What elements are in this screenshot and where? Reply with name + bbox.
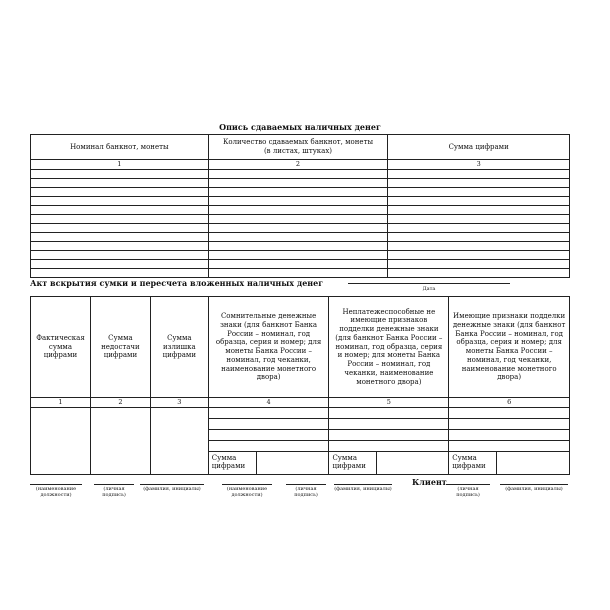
signature-position-2[interactable] [222, 484, 272, 499]
inventory-cell[interactable] [208, 188, 388, 197]
sign-caption: (личная подпись) [456, 486, 480, 498]
act-cell[interactable] [449, 419, 570, 430]
inventory-row [31, 206, 570, 215]
act-col-counterfeit: Имеющие признаки подделки денежные знаки (для банкнот Банка России – номинал, год образца, серия и номер; для монеты Банка России – номинал, год чеканки, наименование монетного двора) [449, 297, 570, 398]
act-cell[interactable] [449, 441, 570, 452]
inventory-cell[interactable] [388, 215, 570, 224]
inventory-row [31, 170, 570, 179]
act-cell[interactable] [329, 430, 449, 441]
inventory-num-1: 1 [31, 160, 209, 170]
inventory-row [31, 242, 570, 251]
act-num-5: 5 [329, 398, 449, 408]
inventory-cell[interactable] [208, 215, 388, 224]
inventory-cell[interactable] [31, 188, 209, 197]
inventory-cell[interactable] [31, 233, 209, 242]
signature-sign-2[interactable] [286, 484, 326, 499]
inventory-row [31, 260, 570, 269]
inventory-cell[interactable] [208, 170, 388, 179]
inventory-row [31, 215, 570, 224]
inventory-cell[interactable] [388, 242, 570, 251]
inventory-row [31, 197, 570, 206]
inventory-cell[interactable] [208, 260, 388, 269]
inventory-cell[interactable] [31, 215, 209, 224]
sum-cell-6[interactable] [449, 452, 570, 475]
inventory-cell[interactable] [388, 233, 570, 242]
inventory-cell[interactable] [208, 179, 388, 188]
inventory-cell[interactable] [208, 197, 388, 206]
inventory-row [31, 269, 570, 278]
act-col-insolvent: Неплатежеспособные не имеющие признаков подделки денежные знаки (для банкнот Банка России – номинал, год образца, серия и номер; для монеты Банка России – номинал, год чеканки, наименование монетного двора) [329, 297, 449, 398]
signature-position-1[interactable] [30, 484, 82, 499]
act-row [31, 408, 570, 419]
sum-label-4: Сумма цифрами [212, 452, 257, 474]
inventory-cell[interactable] [31, 260, 209, 269]
act-num-2: 2 [90, 398, 150, 408]
inventory-cell[interactable] [388, 197, 570, 206]
inventory-cell[interactable] [31, 224, 209, 233]
inventory-cell[interactable] [31, 197, 209, 206]
signature-sign-client[interactable] [446, 484, 490, 499]
inventory-cell[interactable] [31, 242, 209, 251]
date-line[interactable] [348, 283, 510, 284]
inventory-cell[interactable] [388, 269, 570, 278]
inventory-row [31, 179, 570, 188]
sum-label-6: Сумма цифрами [452, 452, 497, 474]
act-cell[interactable] [449, 430, 570, 441]
inventory-cell[interactable] [31, 206, 209, 215]
act-col-surplus: Сумма излишка цифрами [150, 297, 208, 398]
act-col-actual-sum: Фактическая сумма цифрами [31, 297, 91, 398]
act-cell[interactable] [329, 441, 449, 452]
name-caption: (фамилия, инициалы) [505, 486, 563, 492]
inventory-number-row [31, 160, 570, 170]
sum-label-5: Сумма цифрами [332, 452, 377, 474]
act-num-4: 4 [208, 398, 329, 408]
act-cell-shortage[interactable] [90, 408, 150, 475]
sum-cell-4[interactable] [208, 452, 329, 475]
act-title: Акт вскрытия сумки и пересчета вложенных наличных денег [30, 278, 324, 288]
act-cell-actual[interactable] [31, 408, 91, 475]
inventory-cell[interactable] [388, 188, 570, 197]
inventory-table [30, 134, 570, 278]
sum-cell-5[interactable] [329, 452, 449, 475]
inventory-col-quantity: Количество сдаваемых банкнот, монеты (в листах, штуках) [208, 135, 388, 160]
act-cell-surplus[interactable] [150, 408, 208, 475]
inventory-cell[interactable] [208, 269, 388, 278]
act-cell[interactable] [208, 430, 329, 441]
inventory-cell[interactable] [388, 260, 570, 269]
name-caption: (фамилия, инициалы) [143, 486, 201, 492]
signature-sign-1[interactable] [94, 484, 134, 499]
inventory-cell[interactable] [208, 206, 388, 215]
inventory-col-sum: Сумма цифрами [388, 135, 570, 160]
act-header-row [31, 297, 570, 398]
position-caption: (наименование должности) [226, 486, 268, 498]
act-cell[interactable] [329, 408, 449, 419]
inventory-num-2: 2 [208, 160, 388, 170]
inventory-col-nominal: Номинал банкнот, монеты [31, 135, 209, 160]
inventory-cell[interactable] [31, 251, 209, 260]
act-cell[interactable] [208, 419, 329, 430]
inventory-cell[interactable] [388, 206, 570, 215]
inventory-title: Опись сдаваемых наличных денег [219, 122, 381, 132]
inventory-cell[interactable] [388, 179, 570, 188]
inventory-cell[interactable] [31, 179, 209, 188]
inventory-cell[interactable] [208, 233, 388, 242]
inventory-cell[interactable] [388, 251, 570, 260]
inventory-cell[interactable] [388, 224, 570, 233]
inventory-row [31, 233, 570, 242]
act-col-shortage: Сумма недостачи цифрами [90, 297, 150, 398]
act-cell[interactable] [449, 408, 570, 419]
date-label: Дата [422, 286, 436, 292]
inventory-cell[interactable] [388, 170, 570, 179]
act-num-3: 3 [150, 398, 208, 408]
signature-name-1[interactable] [140, 484, 204, 493]
client-label: Клиент [412, 477, 447, 487]
act-table [30, 296, 570, 475]
act-cell[interactable] [208, 408, 329, 419]
sign-caption: (личная подпись) [294, 486, 318, 498]
position-caption: (наименование должности) [35, 486, 77, 498]
act-num-1: 1 [31, 398, 91, 408]
inventory-cell[interactable] [31, 170, 209, 179]
inventory-cell[interactable] [31, 269, 209, 278]
inventory-num-3: 3 [388, 160, 570, 170]
act-number-row [31, 398, 570, 408]
inventory-header-row [31, 135, 570, 160]
act-cell[interactable] [329, 419, 449, 430]
signature-name-client[interactable] [500, 484, 568, 493]
inventory-row [31, 251, 570, 260]
name-caption: (фамилия, инициалы) [334, 486, 392, 492]
act-num-6: 6 [449, 398, 570, 408]
inventory-row [31, 224, 570, 233]
signature-name-2[interactable] [334, 484, 392, 493]
act-cell[interactable] [208, 441, 329, 452]
sign-caption: (личная подпись) [102, 486, 126, 498]
inventory-cell[interactable] [208, 224, 388, 233]
act-col-doubtful: Сомнительные денежные знаки (для банкнот Банка России – номинал, год образца, серия и номер; для монеты Банка России – номинал, год чеканки, наименование монетного двора) [208, 297, 329, 398]
inventory-cell[interactable] [208, 251, 388, 260]
inventory-row [31, 188, 570, 197]
inventory-cell[interactable] [208, 242, 388, 251]
